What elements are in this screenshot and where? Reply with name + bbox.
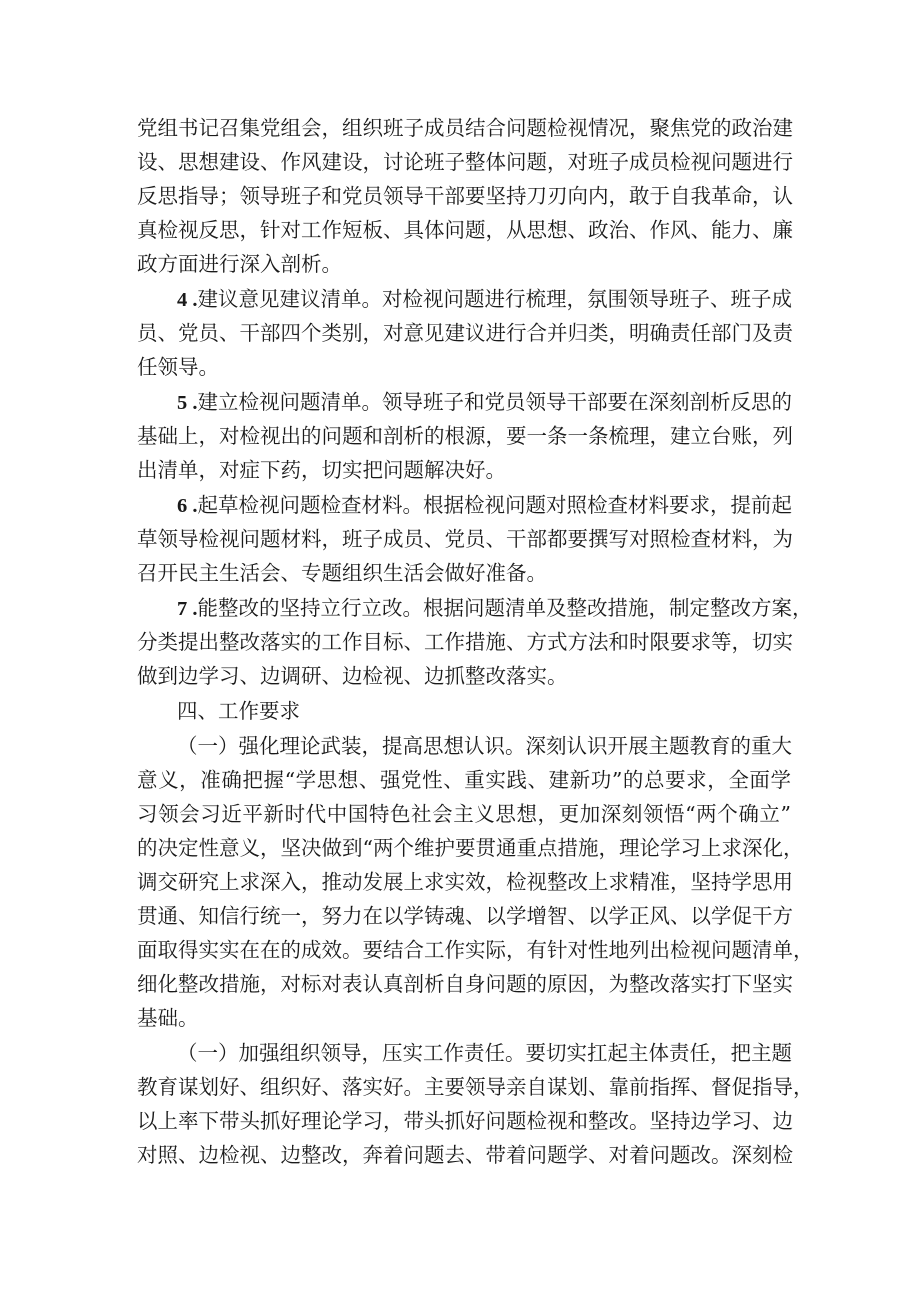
- paragraph-line: 教育谋划好、组织好、落实好。主要领导亲自谋划、靠前指挥、督促指导，: [137, 1075, 814, 1099]
- paragraph-line: 调交研究上求深入，推动发展上求实效，检视整改上求精准，坚持学思用: [137, 870, 793, 894]
- paragraph-line: 设、思想建设、作风建设，讨论班子整体问题，对班子成员检视问题进行: [137, 150, 793, 174]
- item-number: 6 .: [177, 495, 198, 517]
- paragraph-line: 党组书记召集党组会，组织班子成员结合问题检视情况，聚焦党的政治建: [137, 116, 793, 140]
- paragraph-line: 做到边学习、边调研、边检视、边抓整改落实。: [137, 664, 568, 688]
- paragraph-line: 贯通、知信行统一，努力在以学铸魂、以学增智、以学正风、以学促干方: [137, 904, 793, 928]
- paragraph-line: 细化整改措施，对标对表认真剖析自身问题的原因，为整改落实打下坚实: [137, 972, 793, 996]
- paragraph-line: 基础上，对检视出的问题和剖析的根源，要一条一条梳理，建立台账，列: [137, 424, 793, 448]
- paragraph-line: 出清单，对症下药，切实把问题解决好。: [137, 458, 506, 482]
- numbered-item-6: [177, 490, 791, 520]
- paragraph-line: 分类提出整改落实的工作目标、工作措施、方式方法和时限要求等，切实: [137, 630, 793, 654]
- paragraph-line: 对照、边检视、边整改，奔着问题去、带着问题学、对着问题改。深刻检: [137, 1143, 793, 1167]
- paragraph-line: （一）加强组织领导，压实工作责任。要切实扛起主体责任，把主题: [177, 1041, 792, 1065]
- numbered-item-7: [177, 593, 813, 623]
- paragraph-line: 的决定性意义，坚决做到“两个维护要贯通重点措施，理论学习上求深化，: [137, 836, 804, 860]
- item-number: 4 .: [177, 289, 198, 311]
- paragraph-line: 政方面进行深入剖析。: [137, 252, 342, 276]
- item-text: 建议意见建议清单。对检视问题进行梳理，氛围领导班子、班子成: [197, 287, 792, 311]
- item-number: 5 .: [177, 392, 198, 414]
- paragraph-line: 任领导。: [137, 355, 219, 379]
- paragraph-line: 基础。: [137, 1006, 199, 1030]
- paragraph-line: 意义，准确把握“学思想、强党性、重实践、建新功”的总要求，全面学: [137, 768, 791, 792]
- paragraph-line: 真检视反思，针对工作短板、具体问题，从思想、政治、作风、能力、廉: [137, 218, 793, 242]
- item-text: 能整改的坚持立行立改。根据问题清单及整改措施，制定整改方案，: [197, 596, 813, 620]
- numbered-item-5: [177, 387, 791, 417]
- paragraph-line: （一）强化理论武装，提高思想认识。深刻认识开展主题教育的重大: [177, 734, 792, 758]
- item-number: 7 .: [177, 598, 198, 620]
- item-text: 起草检视问题检查材料。根据检视问题对照检查材料要求，提前起: [197, 493, 792, 517]
- paragraph-line: 习领会习近平新时代中国特色社会主义思想，更加深刻领悟“两个确立”: [137, 802, 791, 826]
- section-heading: 四、工作要求: [177, 699, 300, 723]
- numbered-item-4: [177, 284, 791, 314]
- paragraph-line: 反思指导；领导班子和党员领导干部要坚持刀刃向内，敢于自我革命，认: [137, 184, 793, 208]
- item-text: 建立检视问题清单。领导班子和党员领导干部要在深刻剖析反思的: [197, 390, 792, 414]
- paragraph-line: 员、党员、干部四个类别，对意见建议进行合并归类，明确责任部门及责: [137, 321, 793, 345]
- paragraph-line: 以上率下带头抓好理论学习，带头抓好问题检视和整改。坚持边学习、边: [137, 1109, 793, 1133]
- paragraph-line: 面取得实实在在的成效。要结合工作实际，有针对性地列出检视问题清单，: [137, 938, 814, 962]
- paragraph-line: 草领导检视问题材料，班子成员、党员、干部都要撰写对照检查材料，为: [137, 527, 793, 551]
- paragraph-line: 召开民主生活会、专题组织生活会做好准备。: [137, 561, 547, 585]
